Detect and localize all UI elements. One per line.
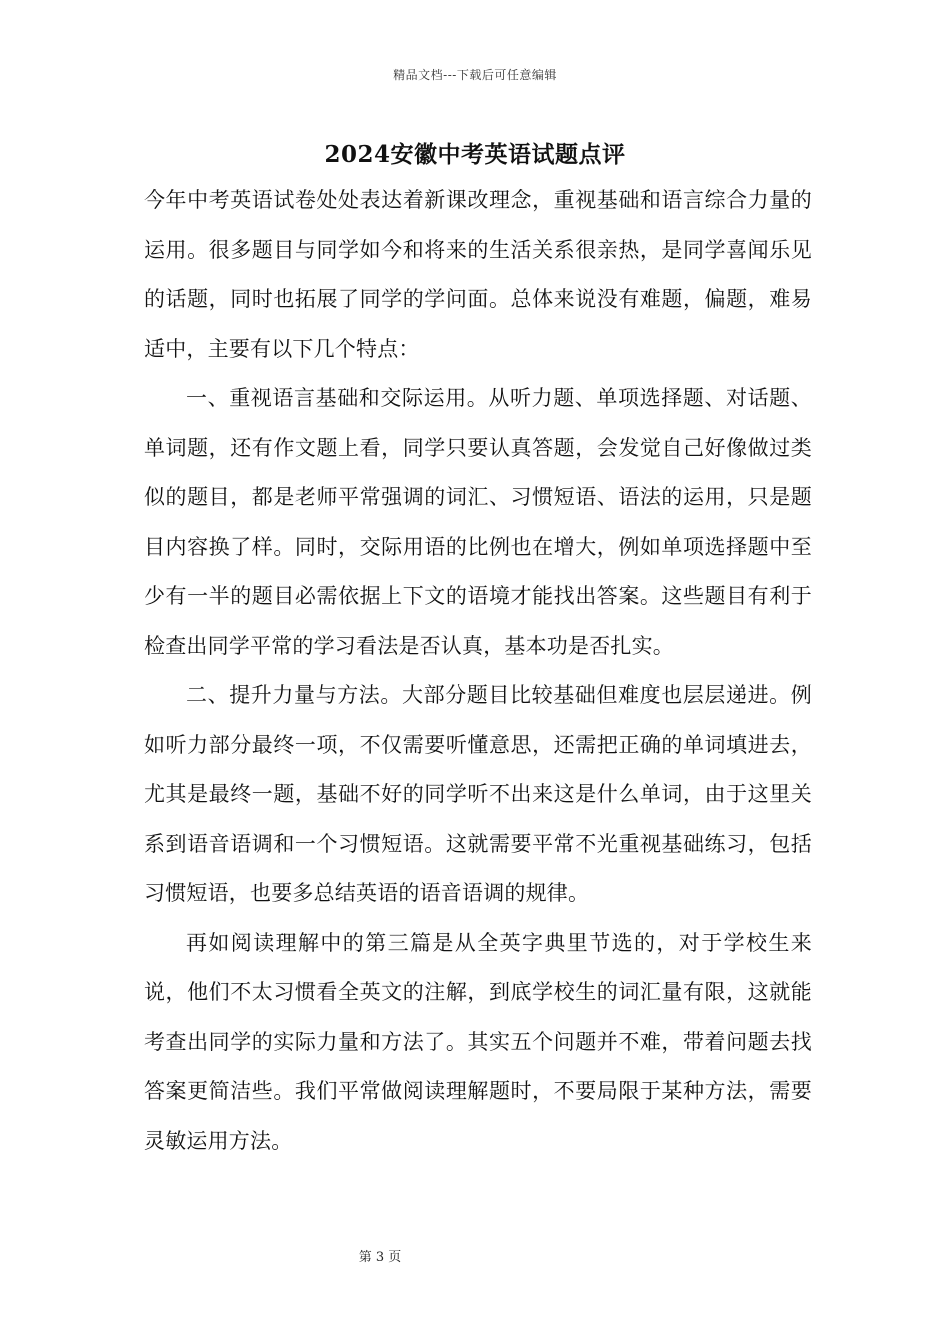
paragraph-intro: 今年中考英语试卷处处表达着新课改理念，重视基础和语言综合力量的运用。很多题目与同学如今和将来的生活关系很亲热，是同学喜闻乐见的话题，同时也拓展了同学的学问面。总体来说没有难题，偏题，难易适中，主要有以下几个特点： (144, 188, 812, 361)
paragraph-point-one: 一、重视语言基础和交际运用。从听力题、单项选择题、对话题、单词题，还有作文题上看，同学只要认真答题，会发觉自己好像做过类似的题目，都是老师平常强调的词汇、习惯短语、语法的运用，只是题目内容换了样。同时，交际用语的比例也在增大，例如单项选择题中至少有一半的题目必需依据上下文的语境才能找出答案。这些题目有利于检查出同学平常的学习看法是否认真，基本功是否扎实。 (144, 386, 812, 658)
header-note: 精品文档---下载后可任意编辑 (393, 68, 557, 82)
document-body (144, 176, 812, 1166)
paragraph-reading: 再如阅读理解中的第三篇是从全英字典里节选的，对于学校生来说，他们不太习惯看全英文的注解，到底学校生的词汇量有限，这就能考查出同学的实际力量和方法了。其实五个问题并不难，带着问题去找答案更简洁些。我们平常做阅读理解题时，不要局限于某种方法，需要灵敏运用方法。 (144, 930, 812, 1153)
document-title: 2024安徽中考英语试题点评 (324, 141, 626, 168)
page-number: 第 3 页 (358, 1250, 402, 1265)
paragraph-point-two: 二、提升力量与方法。大部分题目比较基础但难度也层层递进。例如听力部分最终一项，不仅需要听懂意思，还需把正确的单词填进去，尤其是最终一题，基础不好的同学听不出来这是什么单词，由于这里关系到语音语调和一个习惯短语。这就需要平常不光重视基础练习，包括习惯短语，也要多总结英语的语音语调的规律。 (144, 683, 812, 905)
